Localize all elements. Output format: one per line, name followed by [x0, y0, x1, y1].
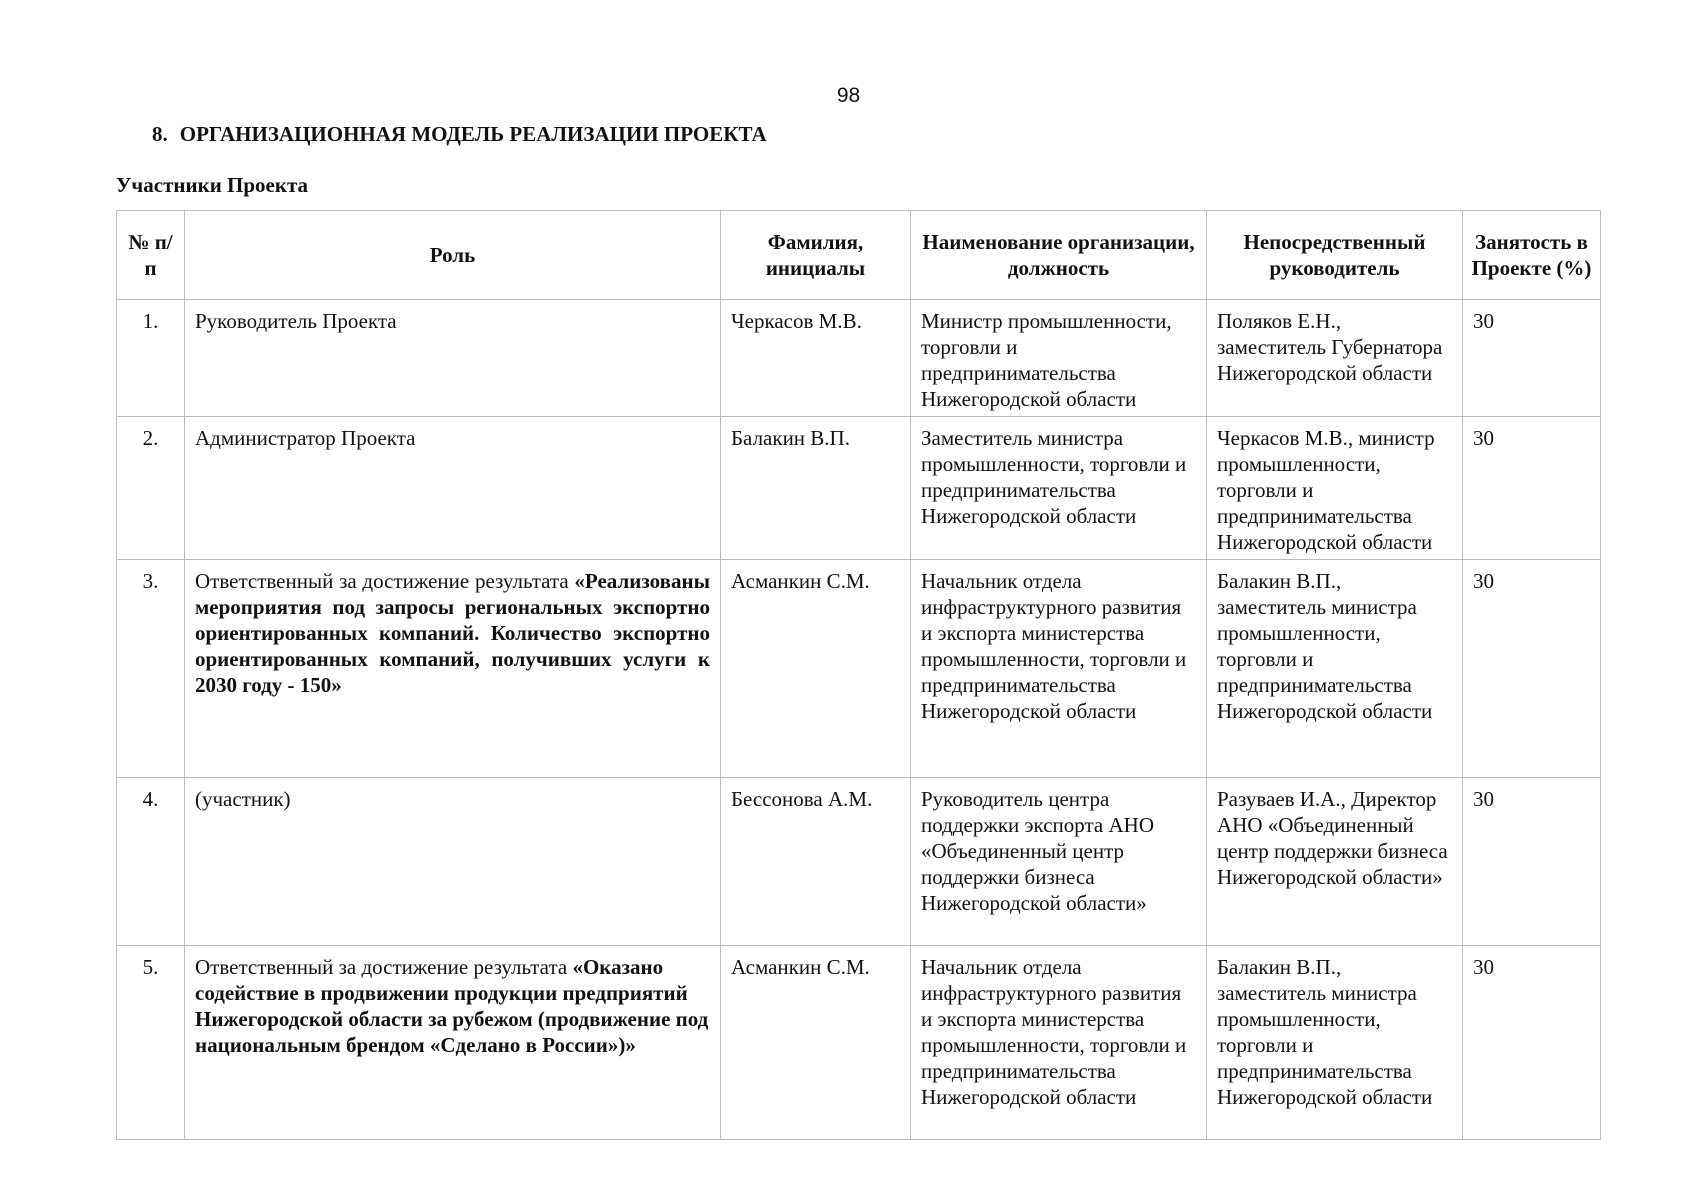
role-text: Ответственный за достижение результата — [195, 955, 573, 979]
row-role — [185, 417, 721, 560]
table-row — [117, 946, 1601, 1140]
page-number: 98 — [836, 84, 861, 107]
table-row — [117, 300, 1601, 417]
row-num: 2. — [117, 417, 185, 560]
section-number: 8. — [152, 122, 168, 146]
row-role — [185, 300, 721, 417]
row-name: Черкасов М.В. — [721, 300, 911, 417]
row-org: Министр промышленности, торговли и предпринимательства Нижегородской области — [911, 300, 1207, 417]
participants-table — [116, 210, 1601, 1140]
role-result: «Реализованы мероприятия под запросы региональных экспортно ориентированных компаний. Количество экспортно ориентированных компаний, получивших услуги к 2030 году - 150» — [195, 569, 710, 697]
row-role — [185, 946, 721, 1140]
header-share: Занятость в Проекте (%) — [1463, 211, 1601, 300]
row-org: Начальник отдела инфраструктурного развития и экспорта министерства промышленности, торговли и предпринимательства Нижегородской области — [911, 946, 1207, 1140]
row-role — [185, 560, 721, 778]
row-org: Заместитель министра промышленности, торговли и предпринимательства Нижегородской области — [911, 417, 1207, 560]
role-text: (участник) — [195, 787, 291, 811]
role-text: Администратор Проекта — [195, 426, 416, 450]
row-name: Балакин В.П. — [721, 417, 911, 560]
header-role: Роль — [185, 211, 721, 300]
row-org: Начальник отдела инфраструктурного развития и экспорта министерства промышленности, торговли и предпринимательства Нижегородской области — [911, 560, 1207, 778]
table-row — [117, 417, 1601, 560]
row-share: 30 — [1463, 300, 1601, 417]
row-num: 1. — [117, 300, 185, 417]
table-row — [117, 778, 1601, 946]
row-role — [185, 778, 721, 946]
row-manager: Поляков Е.Н., заместитель Губернатора Нижегородской области — [1207, 300, 1463, 417]
header-num: № п/п — [117, 211, 185, 300]
row-num: 5. — [117, 946, 185, 1140]
section-title: ОРГАНИЗАЦИОННАЯ МОДЕЛЬ РЕАЛИЗАЦИИ ПРОЕКТА — [179, 122, 767, 146]
row-num: 4. — [117, 778, 185, 946]
table-header-row — [117, 211, 1601, 300]
row-share: 30 — [1463, 417, 1601, 560]
header-manager: Непосредственный руководитель — [1207, 211, 1463, 300]
role-text: Руководитель Проекта — [195, 309, 397, 333]
row-manager: Балакин В.П., заместитель министра промышленности, торговли и предпринимательства Нижегородской области — [1207, 946, 1463, 1140]
row-name: Асманкин С.М. — [721, 946, 911, 1140]
row-share: 30 — [1463, 946, 1601, 1140]
row-share: 30 — [1463, 560, 1601, 778]
row-org: Руководитель центра поддержки экспорта АНО «Объединенный центр поддержки бизнеса Нижегородской области» — [911, 778, 1207, 946]
row-num: 3. — [117, 560, 185, 778]
row-name: Бессонова А.М. — [721, 778, 911, 946]
role-text: Ответственный за достижение результата — [195, 569, 575, 593]
role-result: «Оказано содействие в продвижении продукции предприятий Нижегородской области за рубежом (продвижение под национальным брендом «Сделано в России»)» — [195, 955, 709, 1057]
header-name: Фамилия, инициалы — [721, 211, 911, 300]
row-manager: Разуваев И.А., Директор АНО «Объединенный центр поддержки бизнеса Нижегородской области» — [1207, 778, 1463, 946]
row-manager: Балакин В.П., заместитель министра промышленности, торговли и предпринимательства Нижегородской области — [1207, 560, 1463, 778]
section-heading — [152, 122, 767, 147]
participants-subheading: Участники Проекта — [116, 173, 309, 197]
row-share: 30 — [1463, 778, 1601, 946]
header-org: Наименование организации, должность — [911, 211, 1207, 300]
row-name: Асманкин С.М. — [721, 560, 911, 778]
table-row — [117, 560, 1601, 778]
row-manager: Черкасов М.В., министр промышленности, торговли и предпринимательства Нижегородской области — [1207, 417, 1463, 560]
